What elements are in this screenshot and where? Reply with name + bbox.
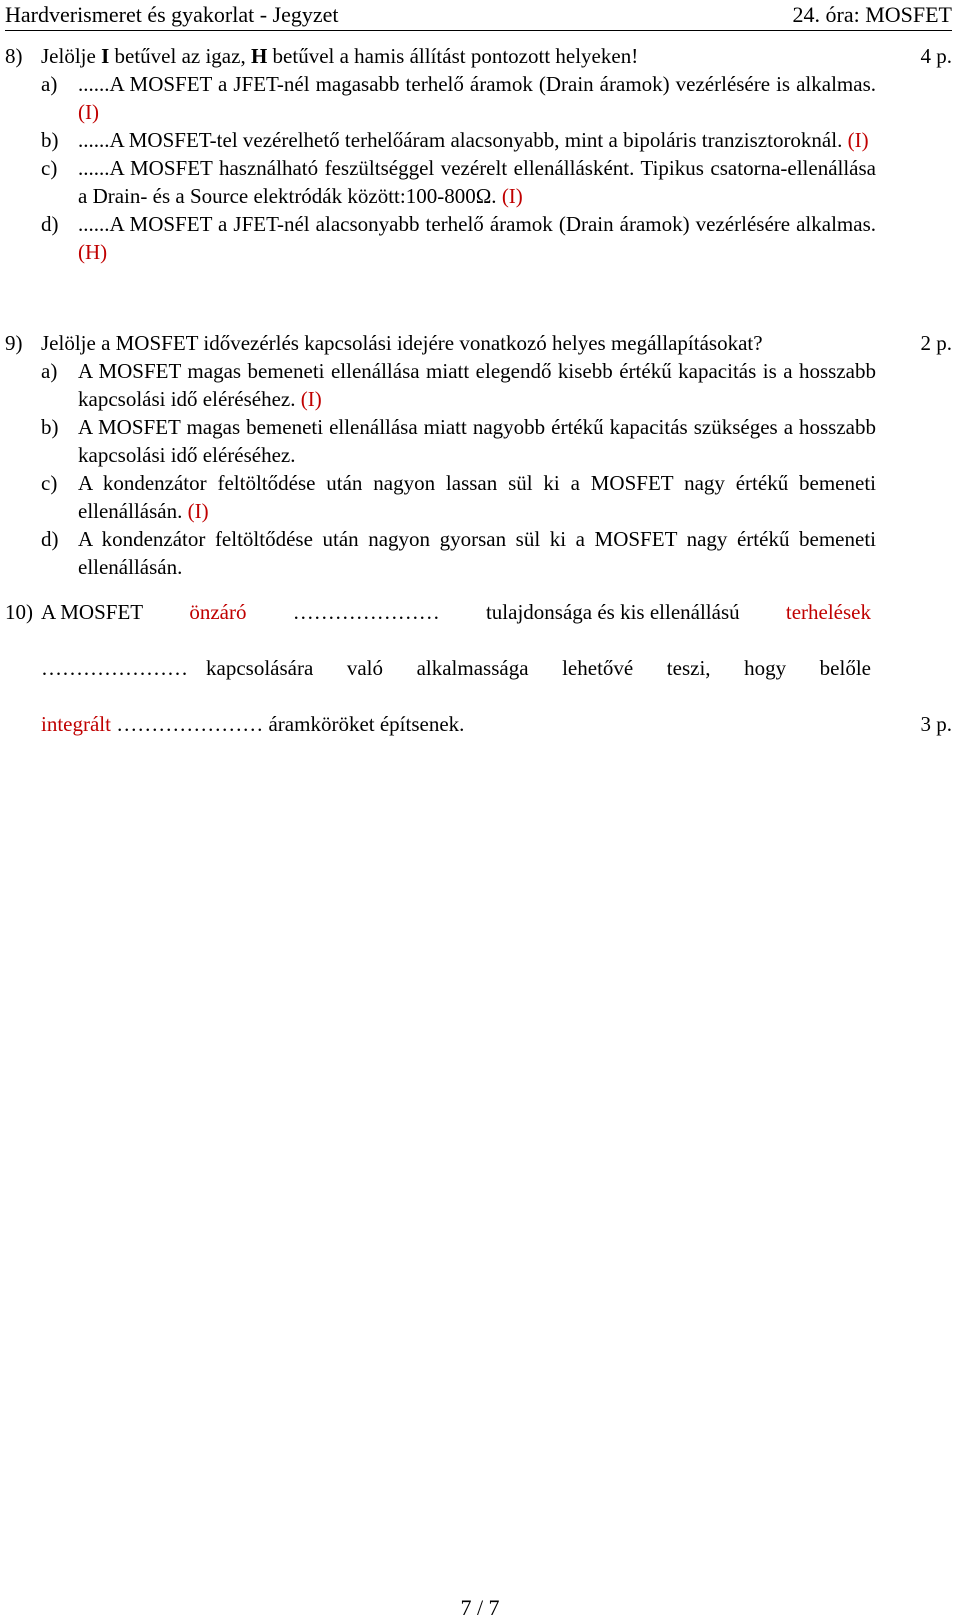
page-header [5,0,952,31]
answer-item-b: b) ......A MOSFET-tel vezérelhető terhelőáram alacsonyabb, mint a bipoláris tranzisztoroknál. (I) [41,128,869,152]
question-text: Jelölje a MOSFET idővezérlés kapcsolási idejére vonatkozó helyes megállapításokat? [41,331,763,355]
answer-mark: (H) [78,240,108,264]
question-points: 3 p. [920,712,952,736]
header-section: 24. óra: MOSFET [792,2,952,27]
question-text: Jelölje I betűvel az igaz, H betűvel a hamis állítást pontozott helyeken! [41,44,639,68]
answer-item-a: a) A MOSFET magas bemeneti ellenállása miatt elegendő kisebb értékű kapacitás is a hosszabb kapcsolási idő eléréséhez. (I) [41,359,876,411]
answer-mark: (I) [300,387,322,411]
question-9-heading [5,329,952,357]
question-8 [5,42,952,266]
page-number: 7 / 7 [460,1595,500,1620]
answer-item-c: c) A kondenzátor feltöltődése után nagyon lassan sül ki a MOSFET nagy értékű bemeneti ellenállásán. (I) [41,471,876,523]
answer-mark: (I) [187,499,209,523]
filled-answer: terhelések [785,600,871,624]
answer-item-a: a) ......A MOSFET a JFET-nél magasabb terhelő áramok (Drain áramok) vezérlésére is alkalmas. (I) [41,72,876,124]
fill-line-1: 10) A MOSFET önzáró ………………… tulajdonsága és kis ellenállású terhelések [5,600,871,624]
question-points: 4 p. [920,44,952,68]
answer-item-c: c) ......A MOSFET használható feszültséggel vezérelt ellenállásként. Tipikus csatorna-ellenállása a Drain- és a Source elektródák között:100-800Ω. (I) [41,156,876,208]
fill-line-3: integrált ………………… áramköröket építsenek. 3 p. [41,712,952,736]
question-10 [5,598,952,738]
answer-mark: (I) [78,100,99,124]
fill-line-2: ………………… kapcsolására való alkalmassága lehetővé teszi, hogy belőle [41,656,871,680]
question-9 [5,329,952,581]
answer-item-d: d) A kondenzátor feltöltődése után nagyon gyorsan sül ki a MOSFET nagy értékű bemeneti ellenállásán. [41,527,876,579]
question-number: 10) [5,600,33,624]
question-points: 2 p. [920,331,952,355]
answer-item-d: d) ......A MOSFET a JFET-nél alacsonyabb terhelő áramok (Drain áramok) vezérlésére alkalmas. (H) [41,212,876,264]
answer-mark: (I) [847,128,869,152]
question-number: 8) [5,44,23,68]
answer-mark: (I) [501,184,523,208]
blank-dots: ………………… [41,656,188,680]
blank-dots: ………………… [116,712,264,736]
filled-answer: önzáró [189,600,247,624]
answer-item-b: b) A MOSFET magas bemeneti ellenállása miatt nagyobb értékű kapacitás szükséges a hosszabb kapcsolási idő eléréséhez. [41,415,876,467]
header-title: Hardverismeret és gyakorlat - Jegyzet [5,2,339,27]
question-8-heading [5,42,952,70]
question-number: 9) [5,331,23,355]
filled-answer: integrált [41,712,111,736]
blank-dots: ………………… [292,600,440,624]
